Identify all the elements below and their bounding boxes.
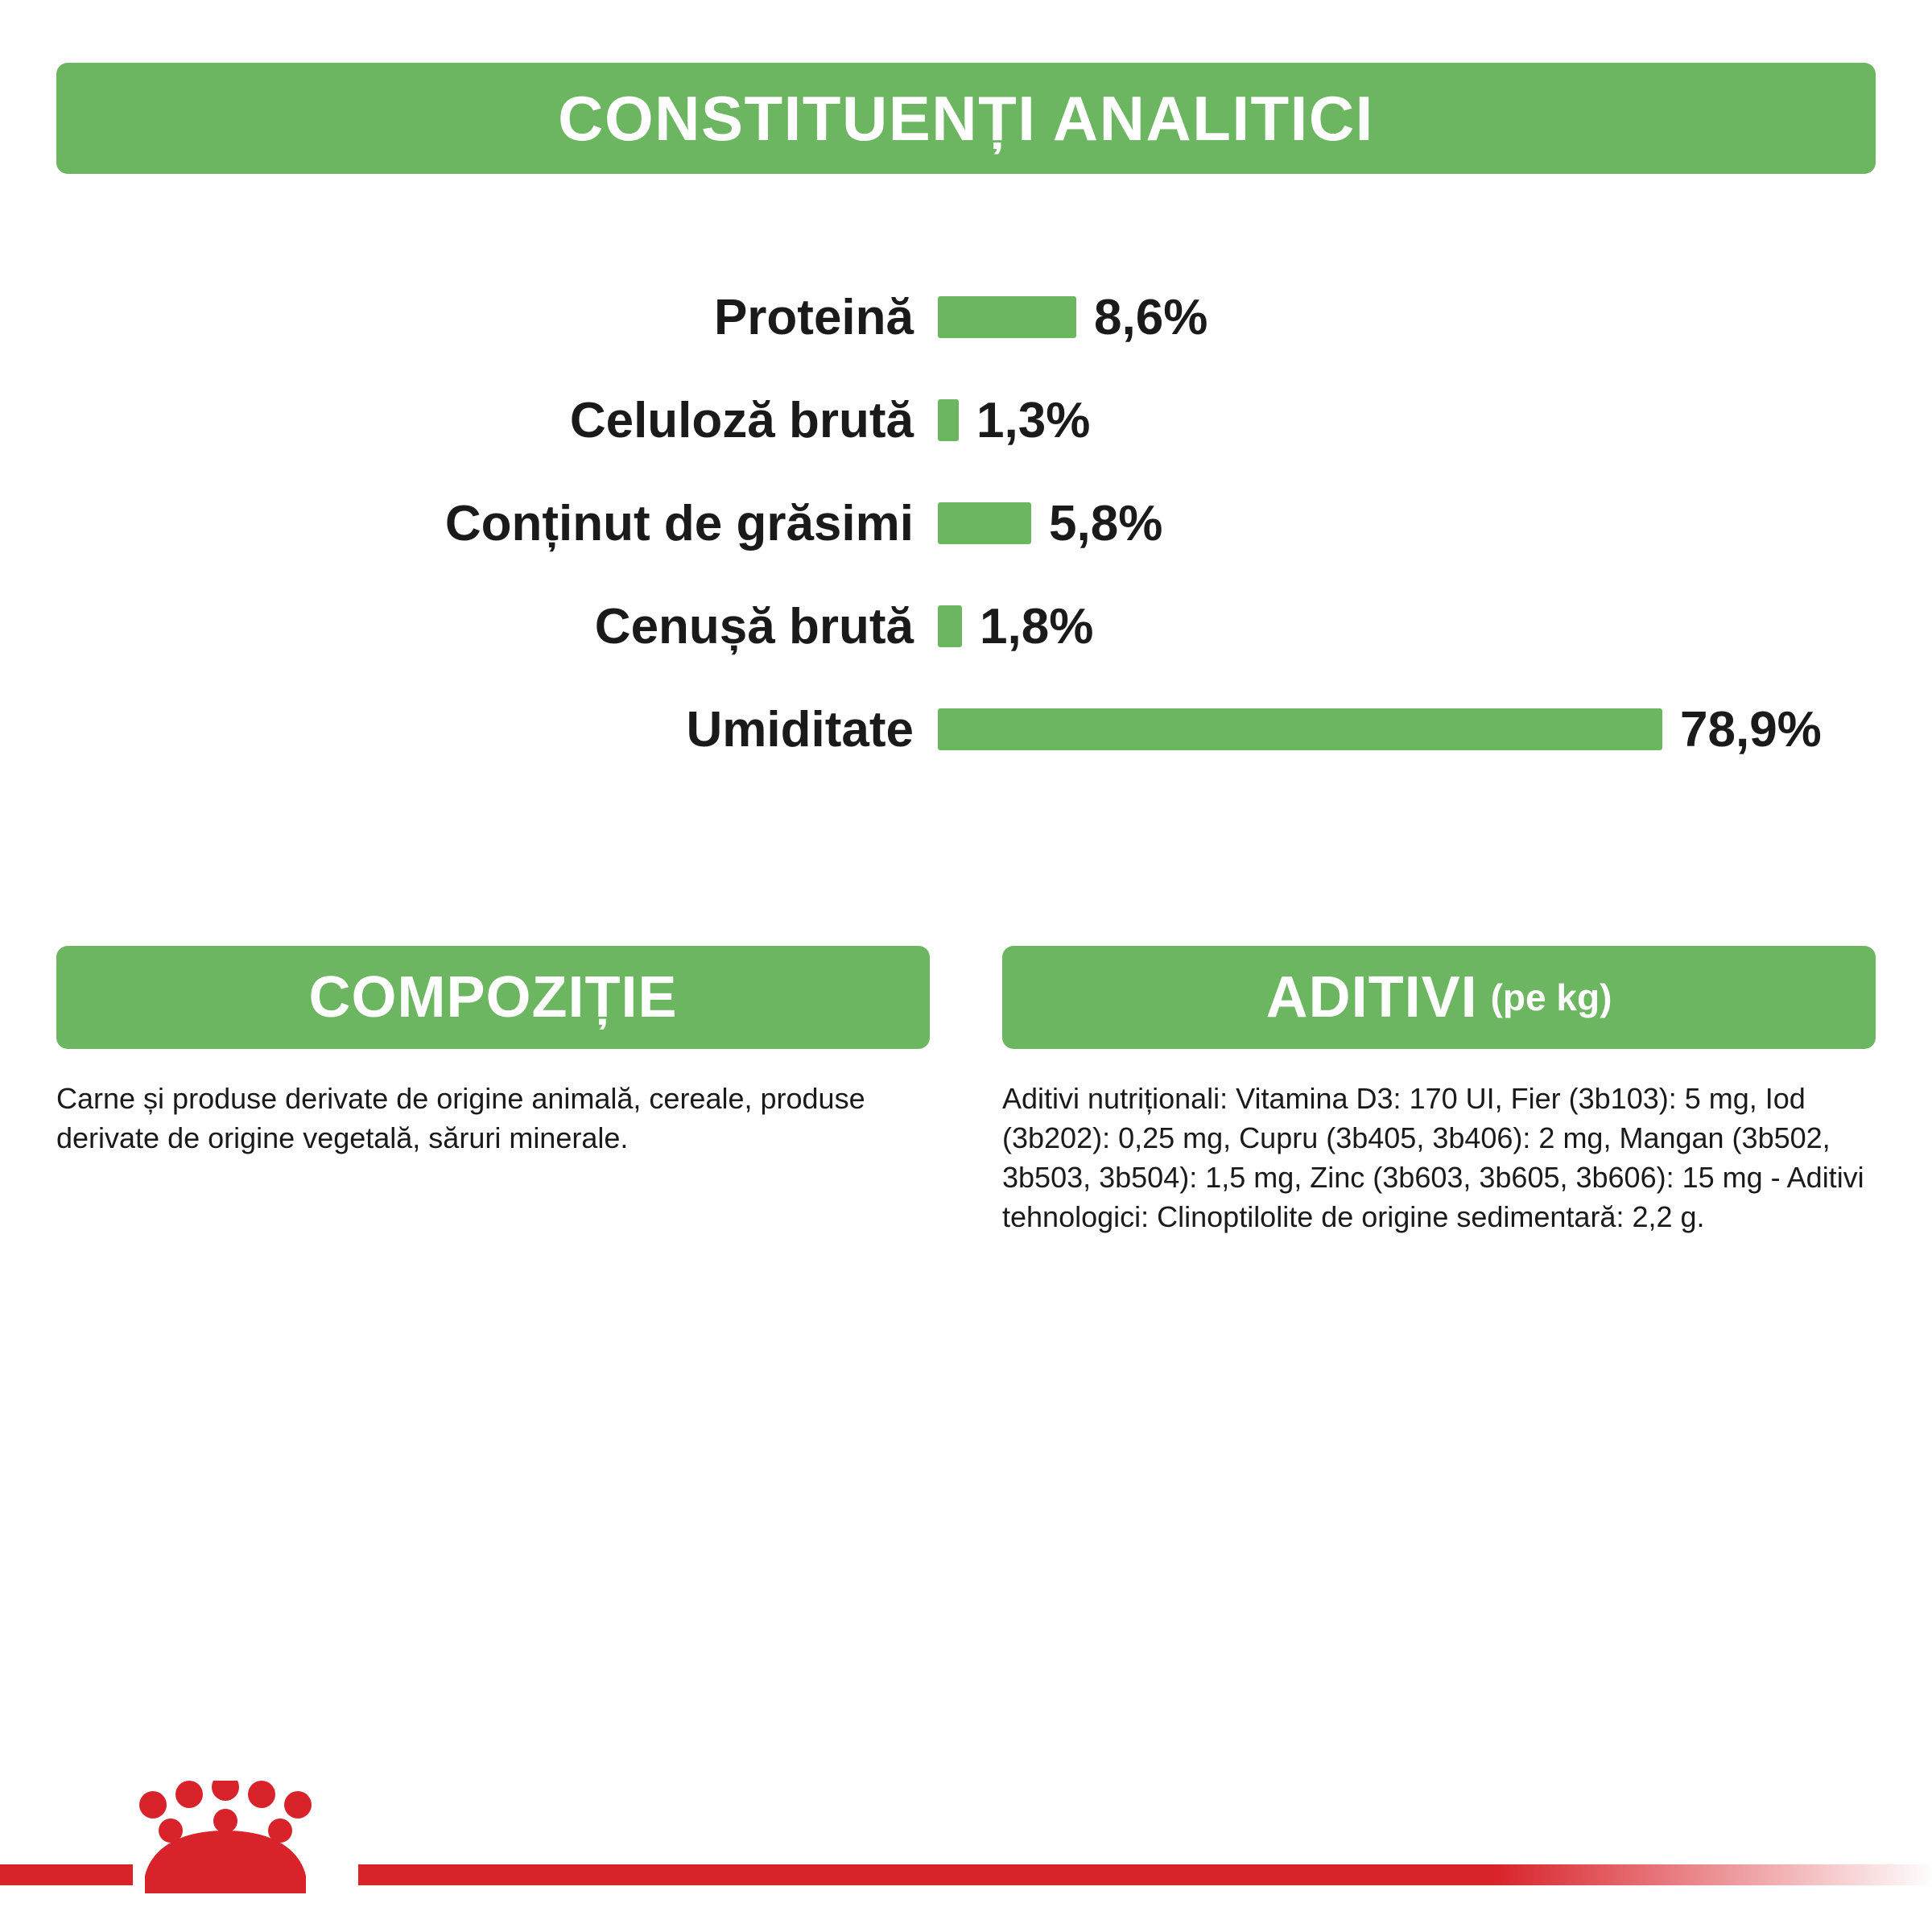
composition-text: Carne și produse derivate de origine animală, cereale, produse derivate de origine vegetală, săruri minerale. [56,1082,865,1154]
composition-panel [56,946,930,1158]
constituent-value: 8,6% [1094,289,1208,345]
footer-rule-right [358,1864,1932,1885]
constituent-bar-group [938,289,1208,346]
constituent-row [0,678,1932,781]
constituent-bar-group [938,701,1822,758]
constituent-label: Umiditate [686,701,914,758]
additives-text: Aditivi nutriționali: Vitamina D3: 170 UI, Fier (3b103): 5 mg, Iod (3b202): 0,25 mg, Cupru (3b405, 3b406): 2 mg, Mangan (3b502, 3b503, 3b504): 1,5 mg, Zinc (3b603, 3b605, 3b606): 15 mg - Aditivi tehnologici: Clinoptilolite de origine sedimentară: 2,2 g. [1002,1082,1864,1233]
constituent-bar [938,399,959,441]
footer [0,1763,1932,1932]
constituent-row [0,575,1932,678]
constituent-value: 78,9% [1680,701,1822,758]
constituent-bar-group [938,598,1093,655]
constituent-row [0,266,1932,369]
constituent-bar [938,708,1662,750]
footer-rule-left [0,1864,133,1885]
additives-heading-unit: (pe kg) [1490,976,1612,1018]
constituent-bar [938,502,1031,544]
constituent-label: Conținut de grăsimi [444,495,914,551]
constituent-value: 1,3% [976,392,1091,448]
constituent-label: Proteină [713,289,914,345]
composition-header [56,946,930,1049]
constituent-value: 1,8% [980,598,1094,654]
analytical-constituents-header [56,63,1876,174]
additives-heading: ADITIVI [1265,965,1478,1030]
additives-header [1002,946,1876,1049]
royal-crown-icon [138,1781,356,1901]
constituent-bar [938,296,1076,338]
composition-heading: COMPOZIȚIE [308,965,678,1030]
constituent-bar [938,605,962,647]
page-title: CONSTITUENȚI ANALITICI [558,83,1374,154]
constituent-label: Celuloză brută [569,392,914,448]
constituent-row [0,472,1932,575]
constituent-row [0,369,1932,472]
constituent-value: 5,8% [1049,495,1163,551]
constituent-bar-group [938,495,1162,552]
analytical-constituents-chart [0,266,1932,781]
constituent-label: Cenușă brută [594,598,914,654]
additives-panel [1002,946,1876,1237]
constituent-bar-group [938,392,1090,449]
